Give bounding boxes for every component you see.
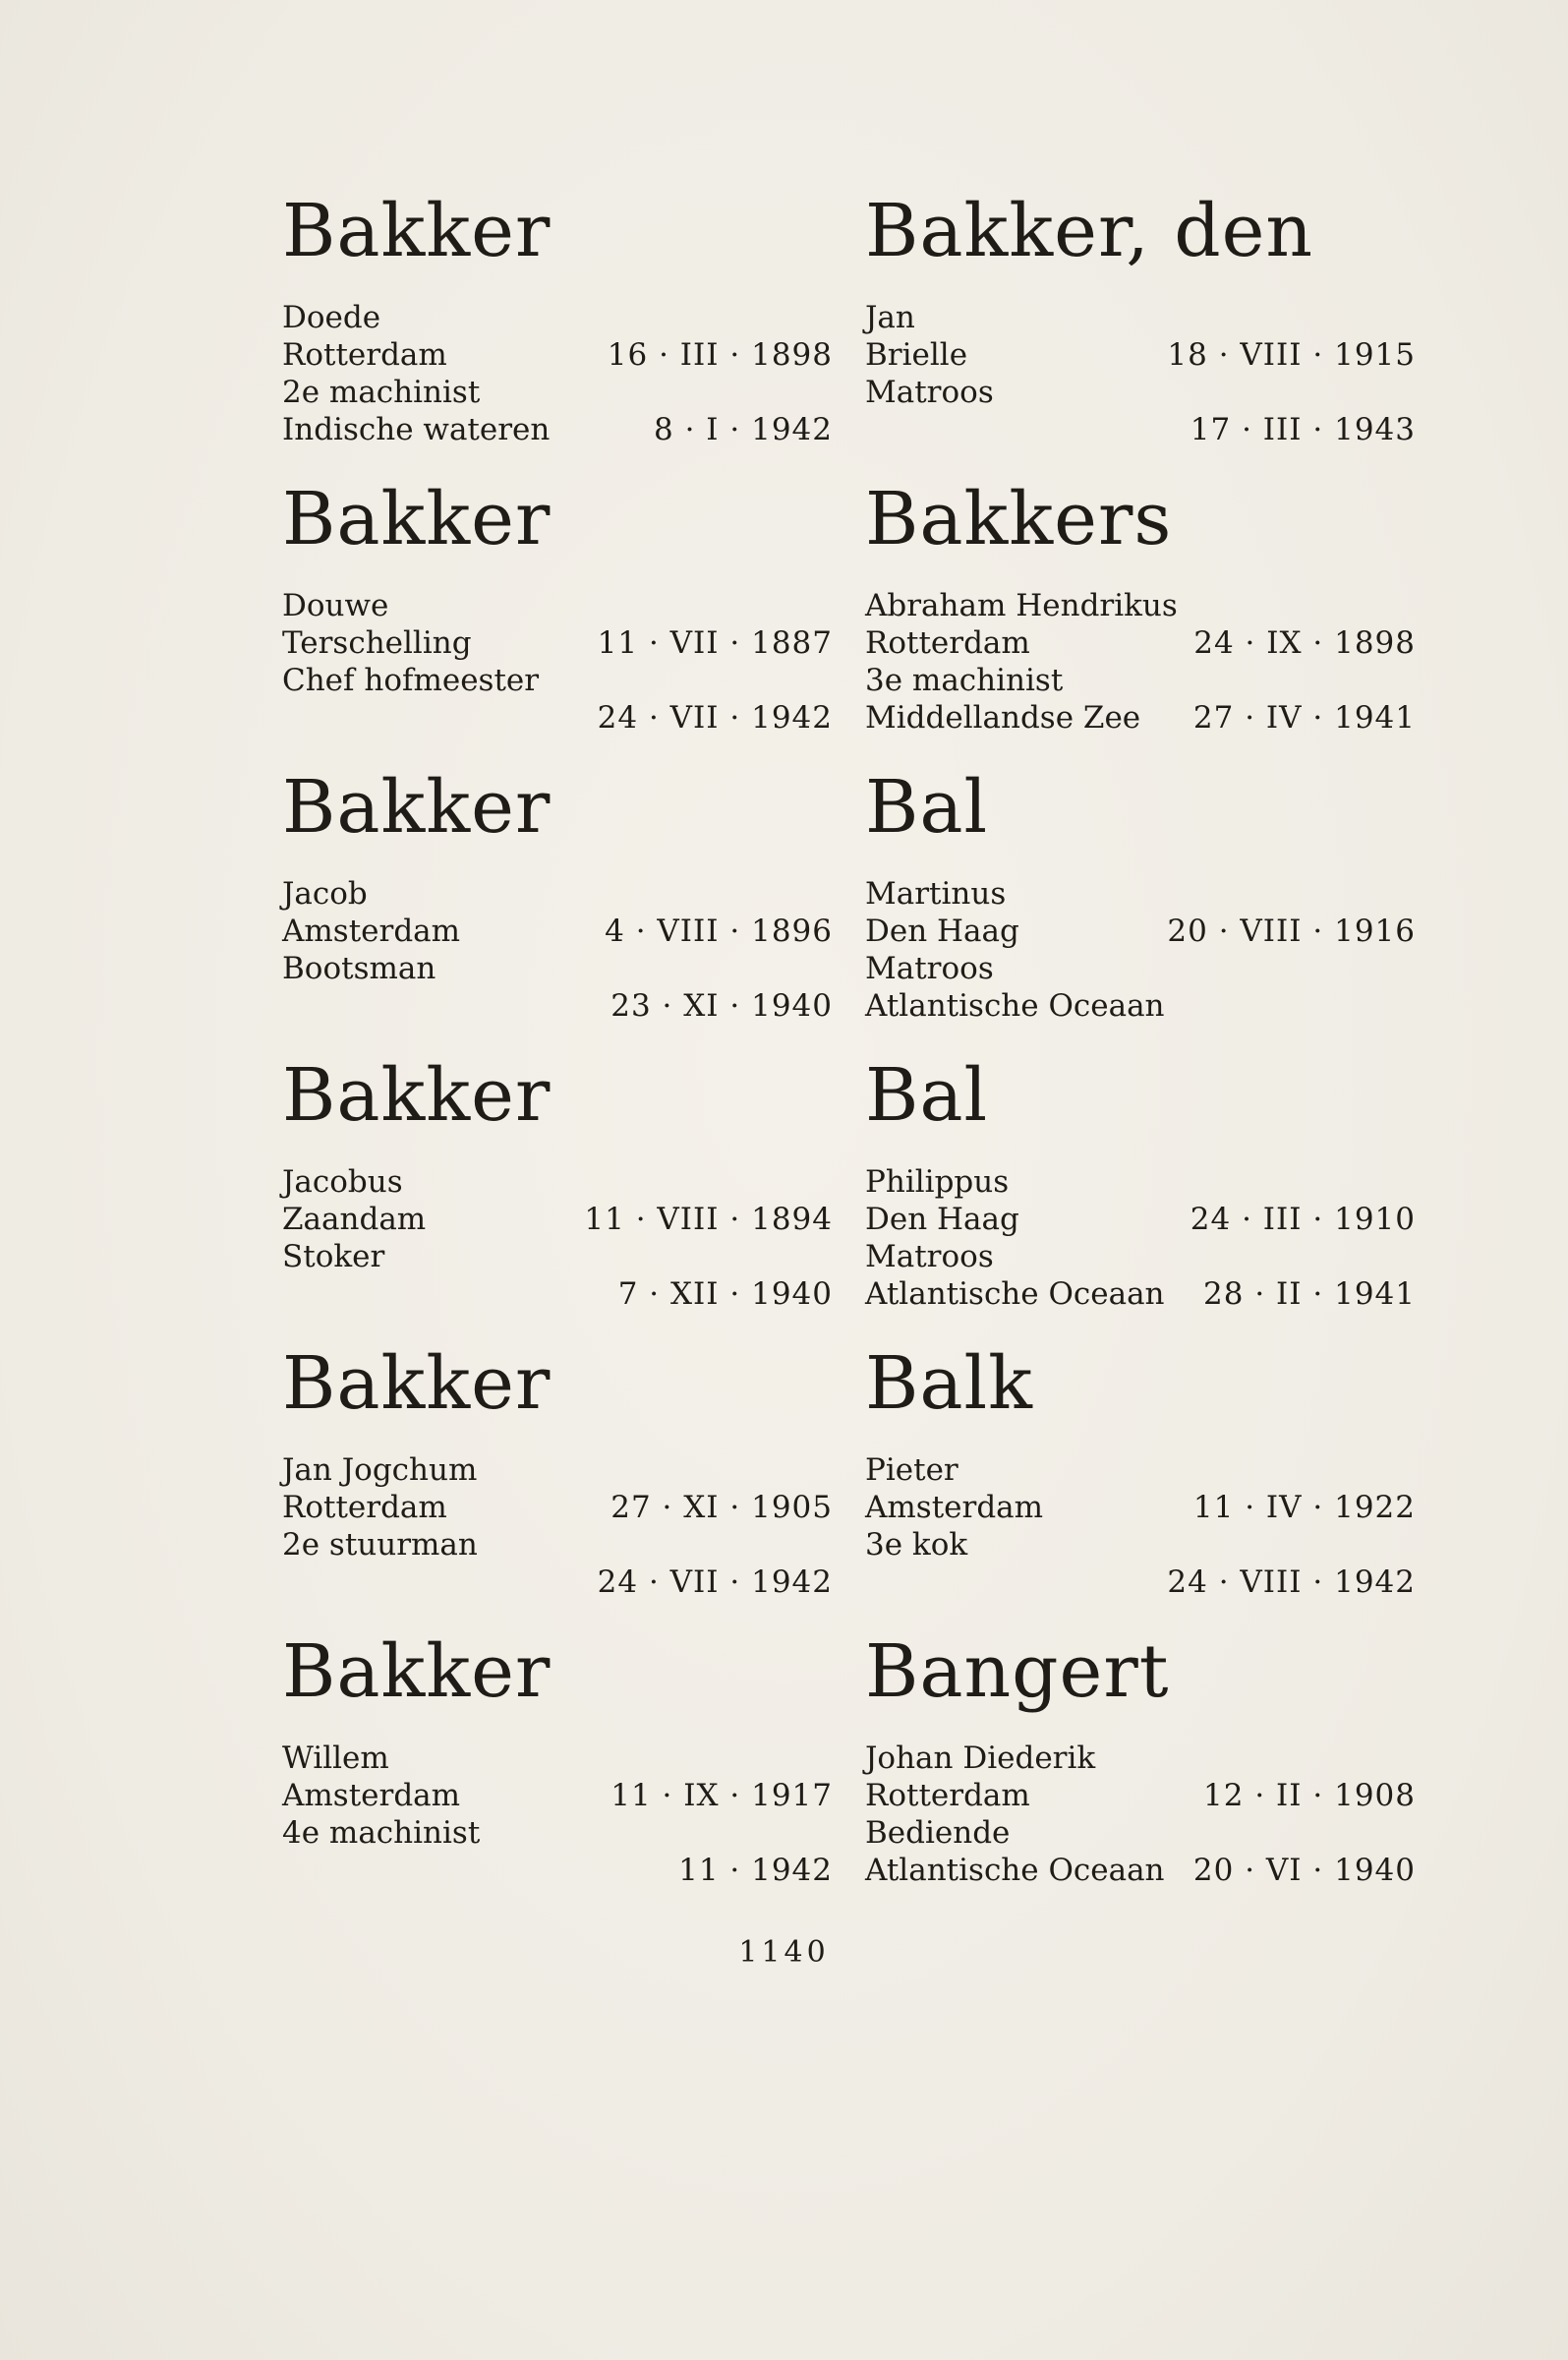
birth-place: Zaandam [282,1202,427,1237]
rank: 2e machinist [282,375,481,410]
given-name: Abraham Hendrikus [865,588,1178,623]
birth-place: Terschelling [282,625,472,661]
given-name: Douwe [282,588,389,623]
surname-heading: Bakker [282,1629,552,1714]
surname-heading: Bakker [282,477,552,561]
surname-heading: Balk [865,1341,1034,1426]
person-entry [282,765,833,1059]
birth-date: 24 · III · 1910 [1190,1202,1416,1237]
person-entry [282,189,833,483]
birth-place: Den Haag [865,1202,1019,1237]
person-entry [865,1341,1416,1635]
death-date: 17 · III · 1943 [1190,412,1416,447]
death-date: 28 · II · 1941 [1203,1276,1416,1312]
rank: 3e machinist [865,663,1064,698]
surname-heading: Bakkers [865,477,1173,561]
birth-date: 11 · VIII · 1894 [584,1202,833,1237]
surname-heading: Bal [865,1053,989,1138]
rank: 3e kok [865,1527,968,1563]
rank: Chef hofmeester [282,663,540,698]
death-date: 20 · VI · 1940 [1192,1853,1416,1888]
given-name: Jacob [282,876,368,912]
person-entry [282,477,833,771]
page-number: 1140 [738,1935,830,1970]
surname-heading: Bangert [865,1629,1170,1714]
person-entry [282,1629,833,1923]
death-place: Indische wateren [282,412,551,447]
birth-date: 20 · VIII · 1916 [1167,914,1416,949]
birth-date: 4 · VIII · 1896 [605,914,833,949]
birth-date: 11 · VII · 1887 [597,625,833,661]
person-entry [865,1053,1416,1347]
person-entry [865,765,1416,1059]
person-entry [282,1341,833,1635]
birth-place: Rotterdam [282,1490,447,1525]
rank: Matroos [865,1239,994,1274]
surname-heading: Bal [865,765,989,850]
left-column [282,189,833,1923]
rank: Bootsman [282,951,436,986]
given-name: Martinus [865,876,1007,912]
person-entry [865,189,1416,483]
surname-heading: Bakker [282,765,552,850]
death-place: Atlantische Oceaan [865,1853,1165,1888]
death-date: 24 · VII · 1942 [597,1564,833,1600]
birth-place: Amsterdam [282,1778,461,1813]
birth-place: Rotterdam [282,337,447,373]
death-place: Middellandse Zee [865,700,1141,736]
rank: Matroos [865,951,994,986]
rank: 4e machinist [282,1815,481,1851]
given-name: Johan Diederik [865,1740,1096,1776]
death-date: 7 · XII · 1940 [617,1276,833,1312]
surname-heading: Bakker [282,189,552,273]
death-date: 23 · XI · 1940 [610,988,833,1024]
surname-heading: Bakker [282,1053,552,1138]
rank: Stoker [282,1239,385,1274]
person-entry [282,1053,833,1347]
death-date: 24 · VII · 1942 [597,700,833,736]
birth-place: Rotterdam [865,625,1030,661]
rank: 2e stuurman [282,1527,478,1563]
birth-place: Amsterdam [282,914,461,949]
death-place: Atlantische Oceaan [865,988,1165,1024]
person-entry [865,477,1416,771]
given-name: Willem [282,1740,389,1776]
death-place: Atlantische Oceaan [865,1276,1165,1312]
birth-place: Amsterdam [865,1490,1044,1525]
birth-date: 12 · II · 1908 [1203,1778,1416,1813]
right-column [865,189,1416,1923]
birth-place: Den Haag [865,914,1019,949]
death-date: 11 · 1942 [678,1853,833,1888]
surname-heading: Bakker [282,1341,552,1426]
birth-date: 24 · IX · 1898 [1193,625,1416,661]
given-name: Jan [865,300,915,335]
birth-place: Brielle [865,337,968,373]
birth-date: 11 · IX · 1917 [610,1778,833,1813]
birth-date: 27 · XI · 1905 [610,1490,833,1525]
death-date: 24 · VIII · 1942 [1167,1564,1416,1600]
surname-heading: Bakker, den [865,189,1314,273]
birth-date: 16 · III · 1898 [607,337,833,373]
birth-date: 11 · IV · 1922 [1192,1490,1416,1525]
given-name: Philippus [865,1164,1010,1200]
birth-date: 18 · VIII · 1915 [1167,337,1416,373]
given-name: Pieter [865,1452,958,1488]
given-name: Doede [282,300,381,335]
person-entry [865,1629,1416,1923]
death-date: 8 · I · 1942 [654,412,833,447]
death-date: 27 · IV · 1941 [1192,700,1416,736]
birth-place: Rotterdam [865,1778,1030,1813]
rank: Bediende [865,1815,1011,1851]
rank: Matroos [865,375,994,410]
given-name: Jan Jogchum [282,1452,478,1488]
given-name: Jacobus [282,1164,403,1200]
